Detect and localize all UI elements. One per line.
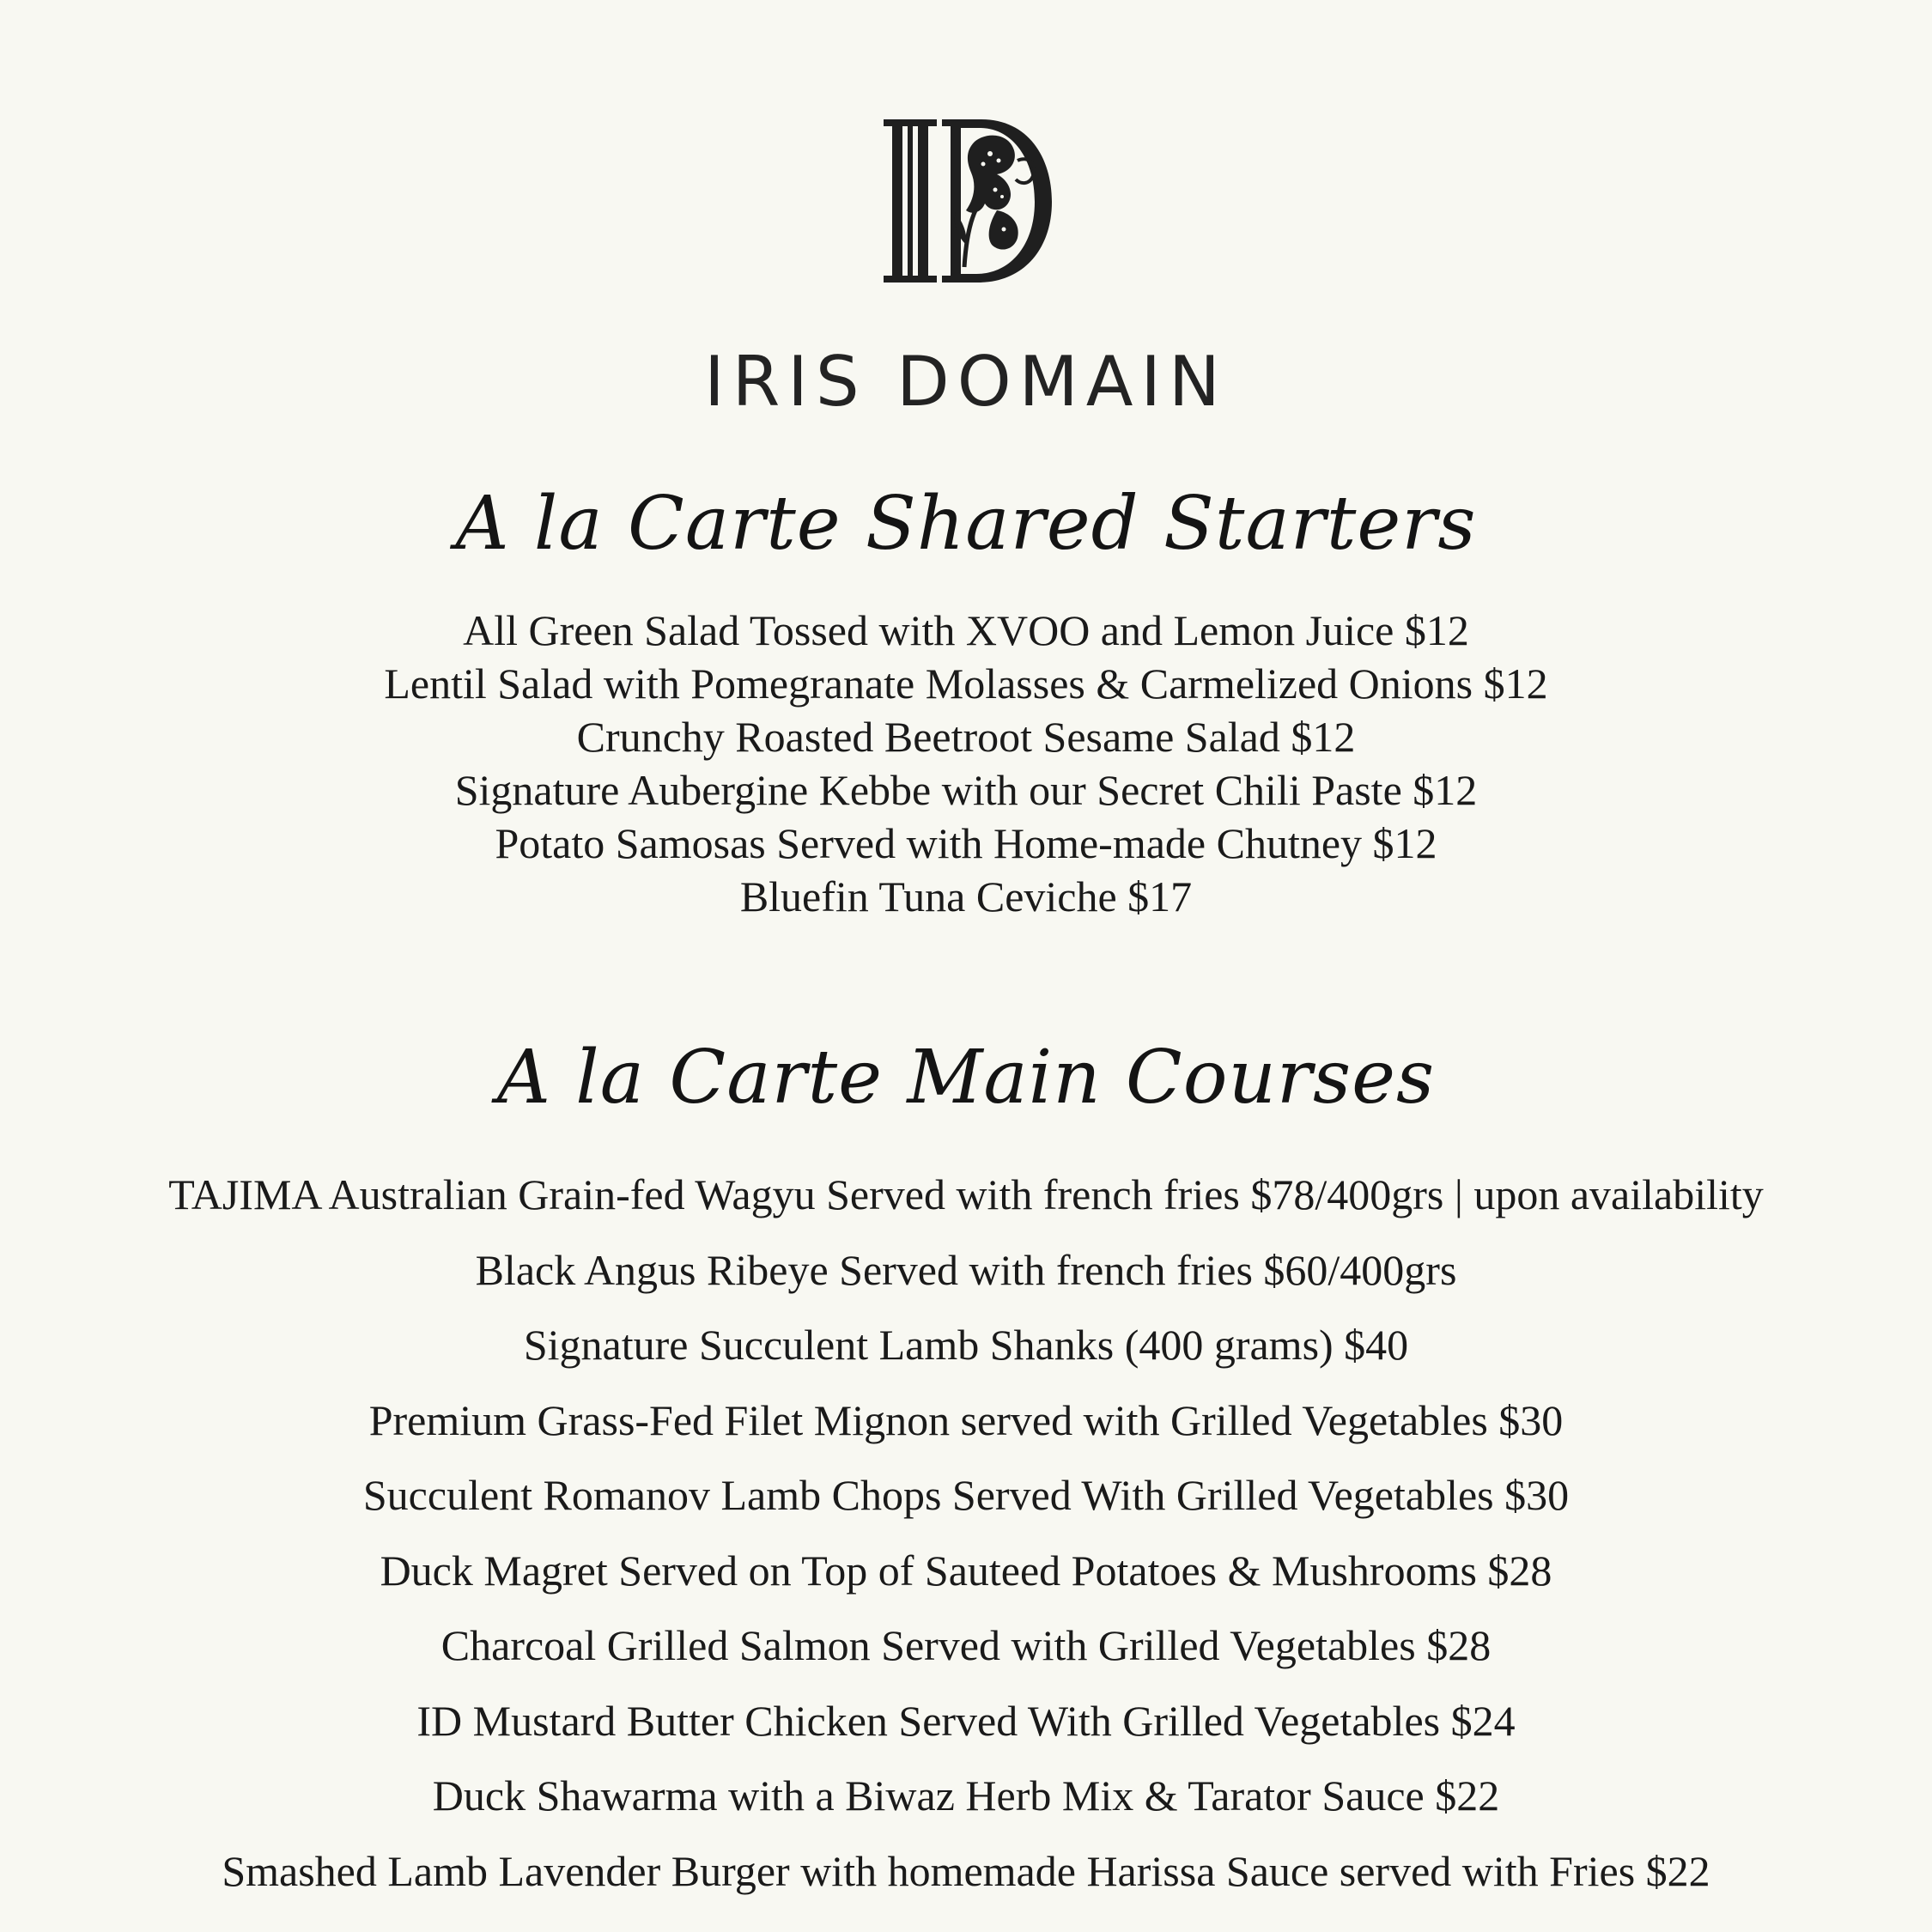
list-item: Crunchy Roasted Beetroot Sesame Salad $12 <box>576 713 1356 761</box>
list-item: Black Angus Ribeye Served with french fries $60/400grs <box>475 1245 1457 1294</box>
list-item: Duck Magret Served on Top of Sauteed Potatoes & Mushrooms $28 <box>380 1546 1552 1595</box>
mains-heading: A la Carte Main Courses <box>496 1035 1436 1121</box>
list-item: Smashed Lamb Lavender Burger with homemade Harissa Sauce served with Fries $22 <box>222 1846 1710 1895</box>
starters-list <box>0 604 1932 923</box>
starters-heading: A la Carte Shared Starters <box>455 481 1477 567</box>
list-item: Lentil Salad with Pomegranate Molasses & Carmelized Onions $12 <box>384 659 1548 708</box>
brand-name: IRIS DOMAIN <box>704 342 1228 422</box>
list-item: Premium Grass-Fed Filet Mignon served with Grilled Vegetables $30 <box>368 1395 1564 1444</box>
mains-list <box>0 1157 1932 1909</box>
list-item: Bluefin Tuna Ceviche $17 <box>739 872 1193 920</box>
list-item: TAJIMA Australian Grain-fed Wagyu Served with french fries $78/400grs | upon availability <box>168 1170 1764 1218</box>
list-item: Charcoal Grilled Salmon Served with Grilled Vegetables $28 <box>440 1621 1492 1669</box>
list-item: Signature Succulent Lamb Shanks (400 grams) $40 <box>523 1321 1409 1369</box>
list-item: Potato Samosas Served with Home-made Chutney $12 <box>495 819 1437 867</box>
list-item: ID Mustard Butter Chicken Served With Grilled Vegetables $24 <box>416 1696 1516 1745</box>
list-item: Signature Aubergine Kebbe with our Secret Chili Paste $12 <box>454 766 1478 814</box>
list-item: Duck Shawarma with a Biwaz Herb Mix & Tarator Sauce $22 <box>432 1771 1500 1820</box>
list-item: Succulent Romanov Lamb Chops Served With Grilled Vegetables $30 <box>362 1471 1570 1519</box>
list-item: All Green Salad Tossed with XVOO and Lemon Juice $12 <box>463 606 1469 654</box>
iris-monogram-icon <box>880 116 1056 288</box>
